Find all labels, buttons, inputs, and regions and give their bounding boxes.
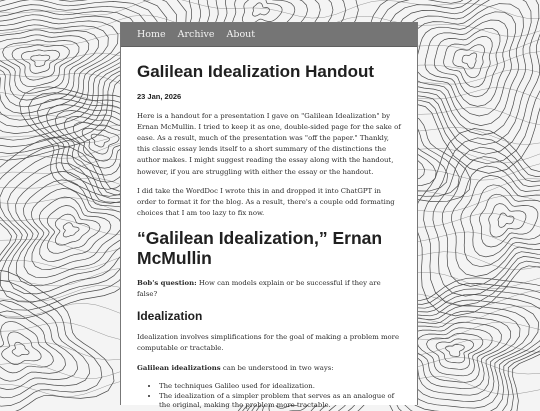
idealization-heading: Idealization bbox=[137, 309, 401, 323]
contour-line bbox=[436, 339, 474, 363]
question-text: How can models explain or be successful if they are false? bbox=[137, 279, 381, 298]
contour-line bbox=[446, 344, 465, 356]
contour-line bbox=[253, 3, 270, 16]
contour-line bbox=[0, 0, 540, 19]
post-title: Galilean Idealization Handout bbox=[137, 63, 401, 82]
contour-line bbox=[242, 0, 282, 24]
contour-line bbox=[462, 53, 477, 68]
top-navigation bbox=[121, 23, 417, 47]
contour-line bbox=[408, 322, 502, 382]
list-item: • The idealization of a simpler problem that serves as an analogue of the original, making the problem more tractable. bbox=[159, 392, 401, 411]
contour-line bbox=[2, 332, 42, 365]
contour-line bbox=[461, 175, 540, 266]
question-label: Bob's question: bbox=[137, 279, 197, 287]
intro-paragraph: Here is a handout for a presentation I gave on "Galilean Idealization" by Ernan McMullin. I tried to keep it as one, double-sided page for the sake of ease. As a result, much of the presentation was "off the paper." Thankly, this classic essay lends itself to a short summary of the distinctions the author makes. I might suggest reading the essay along with the handout, however, if you are struggling with either the essay or the handout. bbox=[137, 111, 401, 178]
contour-line bbox=[0, 30, 98, 100]
post-date: 23 Jan, 2026 bbox=[137, 92, 401, 101]
contour-line bbox=[3, 40, 79, 87]
ways-paragraph bbox=[137, 363, 401, 374]
nav-about-link[interactable]: About bbox=[227, 29, 256, 40]
post-content bbox=[121, 47, 417, 411]
contour-line bbox=[444, 37, 493, 88]
contour-line bbox=[407, 4, 524, 126]
blog-post-container bbox=[120, 22, 418, 405]
contour-line bbox=[32, 188, 122, 269]
contour-line bbox=[424, 138, 540, 306]
contour-line bbox=[416, 12, 516, 116]
contour-line bbox=[0, 321, 53, 373]
nav-home-link[interactable]: Home bbox=[137, 29, 166, 40]
nav-archive-link[interactable]: Archive bbox=[178, 29, 215, 40]
contour-line bbox=[498, 213, 514, 227]
idealization-list bbox=[137, 382, 401, 411]
contour-line bbox=[21, 50, 59, 74]
section-heading: “Galilean Idealization,” Ernan McMullin bbox=[137, 229, 401, 269]
list-item: • The techniques Galileo used for idealization. bbox=[159, 382, 401, 392]
contour-line bbox=[453, 45, 485, 78]
contour-line bbox=[31, 55, 50, 67]
contour-line bbox=[63, 223, 79, 237]
note-paragraph: I did take the WordDoc I wrote this in and dropped it into ChatGPT in order to format it for the blog. As a result, there's a couple odd formating choices that I am too lazy to fix now. bbox=[137, 186, 401, 220]
contour-line bbox=[0, 301, 78, 390]
idealization-paragraph: Idealization involves simplifications for the goal of making a problem more computable or tractable. bbox=[137, 332, 401, 354]
contour-line bbox=[452, 166, 540, 277]
question-paragraph bbox=[137, 278, 401, 300]
ways-label: Galilean idealizations bbox=[137, 364, 221, 372]
ways-text: can be understood in two ways: bbox=[221, 364, 334, 372]
